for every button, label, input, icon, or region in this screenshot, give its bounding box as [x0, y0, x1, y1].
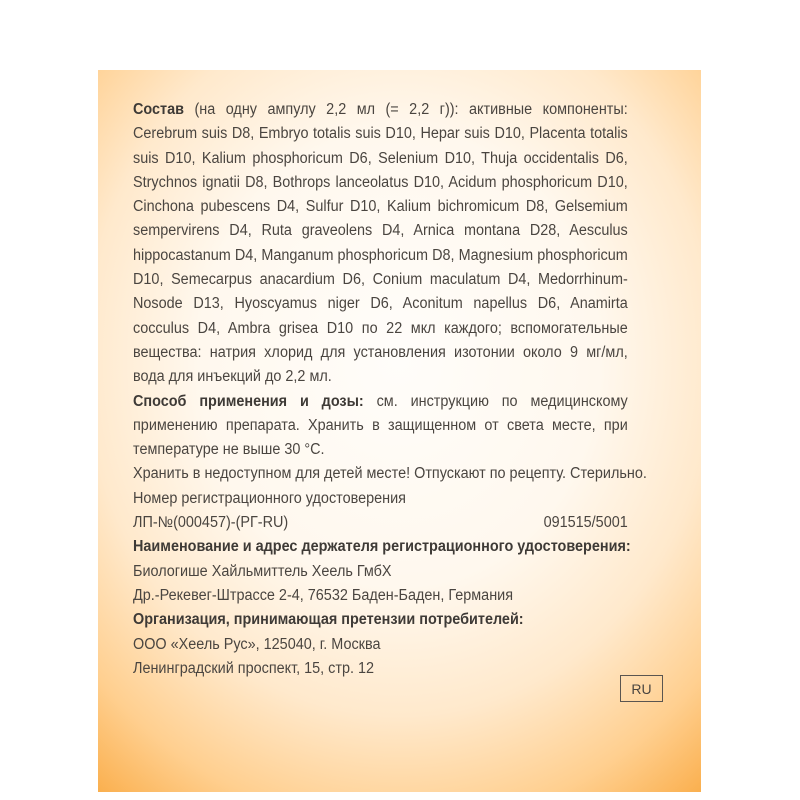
registration-row [133, 511, 628, 535]
registration-number: ЛП-№(000457)-(РГ-RU) [133, 514, 289, 532]
registration-code: 091515/5001 [543, 514, 628, 532]
claims-name: ООО «Хеель Рус», 125040, г. Москва [133, 635, 381, 653]
usage-text: см. инструкцию по медицинскому применению препарата. Хранить в защищенном от света месте, при температуре не выше 30 °C. [133, 392, 628, 459]
storage-note: Хранить в недоступном для детей месте! Отпускают по рецепту. Стерильно. [133, 465, 647, 483]
holder-name: Биологише Хайльмиттель Хеель ГмбХ [133, 562, 392, 580]
composition-paragraph [133, 98, 628, 390]
registration-label: Номер регистрационного удостоверения [133, 489, 406, 507]
country-badge: RU [620, 675, 663, 702]
composition-label: Состав [133, 101, 184, 118]
claims-label: Организация, принимающая претензии потребителей: [133, 611, 524, 629]
usage-label: Способ применения и дозы: [133, 392, 364, 410]
package-label-panel [98, 70, 701, 792]
claims-address: Ленинградский проспект, 15, стр. 12 [133, 659, 375, 677]
label-text-block [133, 98, 647, 681]
holder-label: Наименование и адрес держателя регистрационного удостоверения: [133, 538, 631, 556]
usage-paragraph [133, 390, 628, 463]
composition-text: (на одну ампулу 2,2 мл (= 2,2 г)): активные компоненты: Cerebrum suis D8, Embryo totalis suis D10, Hepar suis D10, Placenta totalis suis D10, Kalium phosphoricum D6, Selenium D10, Thuja occidentalis D6, Strychnos ignatii D8, Bothrops lanceolatus D10, Acidum phosphoricum D10, Cinchona pubescens D4, Sulfur D10, Kalium bichromicum D8, Gelsemium sempervirens D4, Ruta graveolens D4, Arnica montana D28, Aesculus hippocastanum D4, Manganum phosphoricum D8, Magnesium phosphoricum D10, Semecarpus anacardium D6, Conium maculatum D4, Medorrhinum-Nosode D13, Hyoscyamus niger D6, Aconitum napellus D6, Anamirta cocculus D4, Ambra grisea D10 по 22 мкл каждого; вспомогательные вещества: натрия хлорид для установления изотонии около 9 мг/мл, вода для инъекций до 2,2 мл. [133, 101, 628, 386]
holder-address: Др.-Рекевег-Штрассе 2-4, 76532 Баден-Баден, Германия [133, 586, 514, 604]
